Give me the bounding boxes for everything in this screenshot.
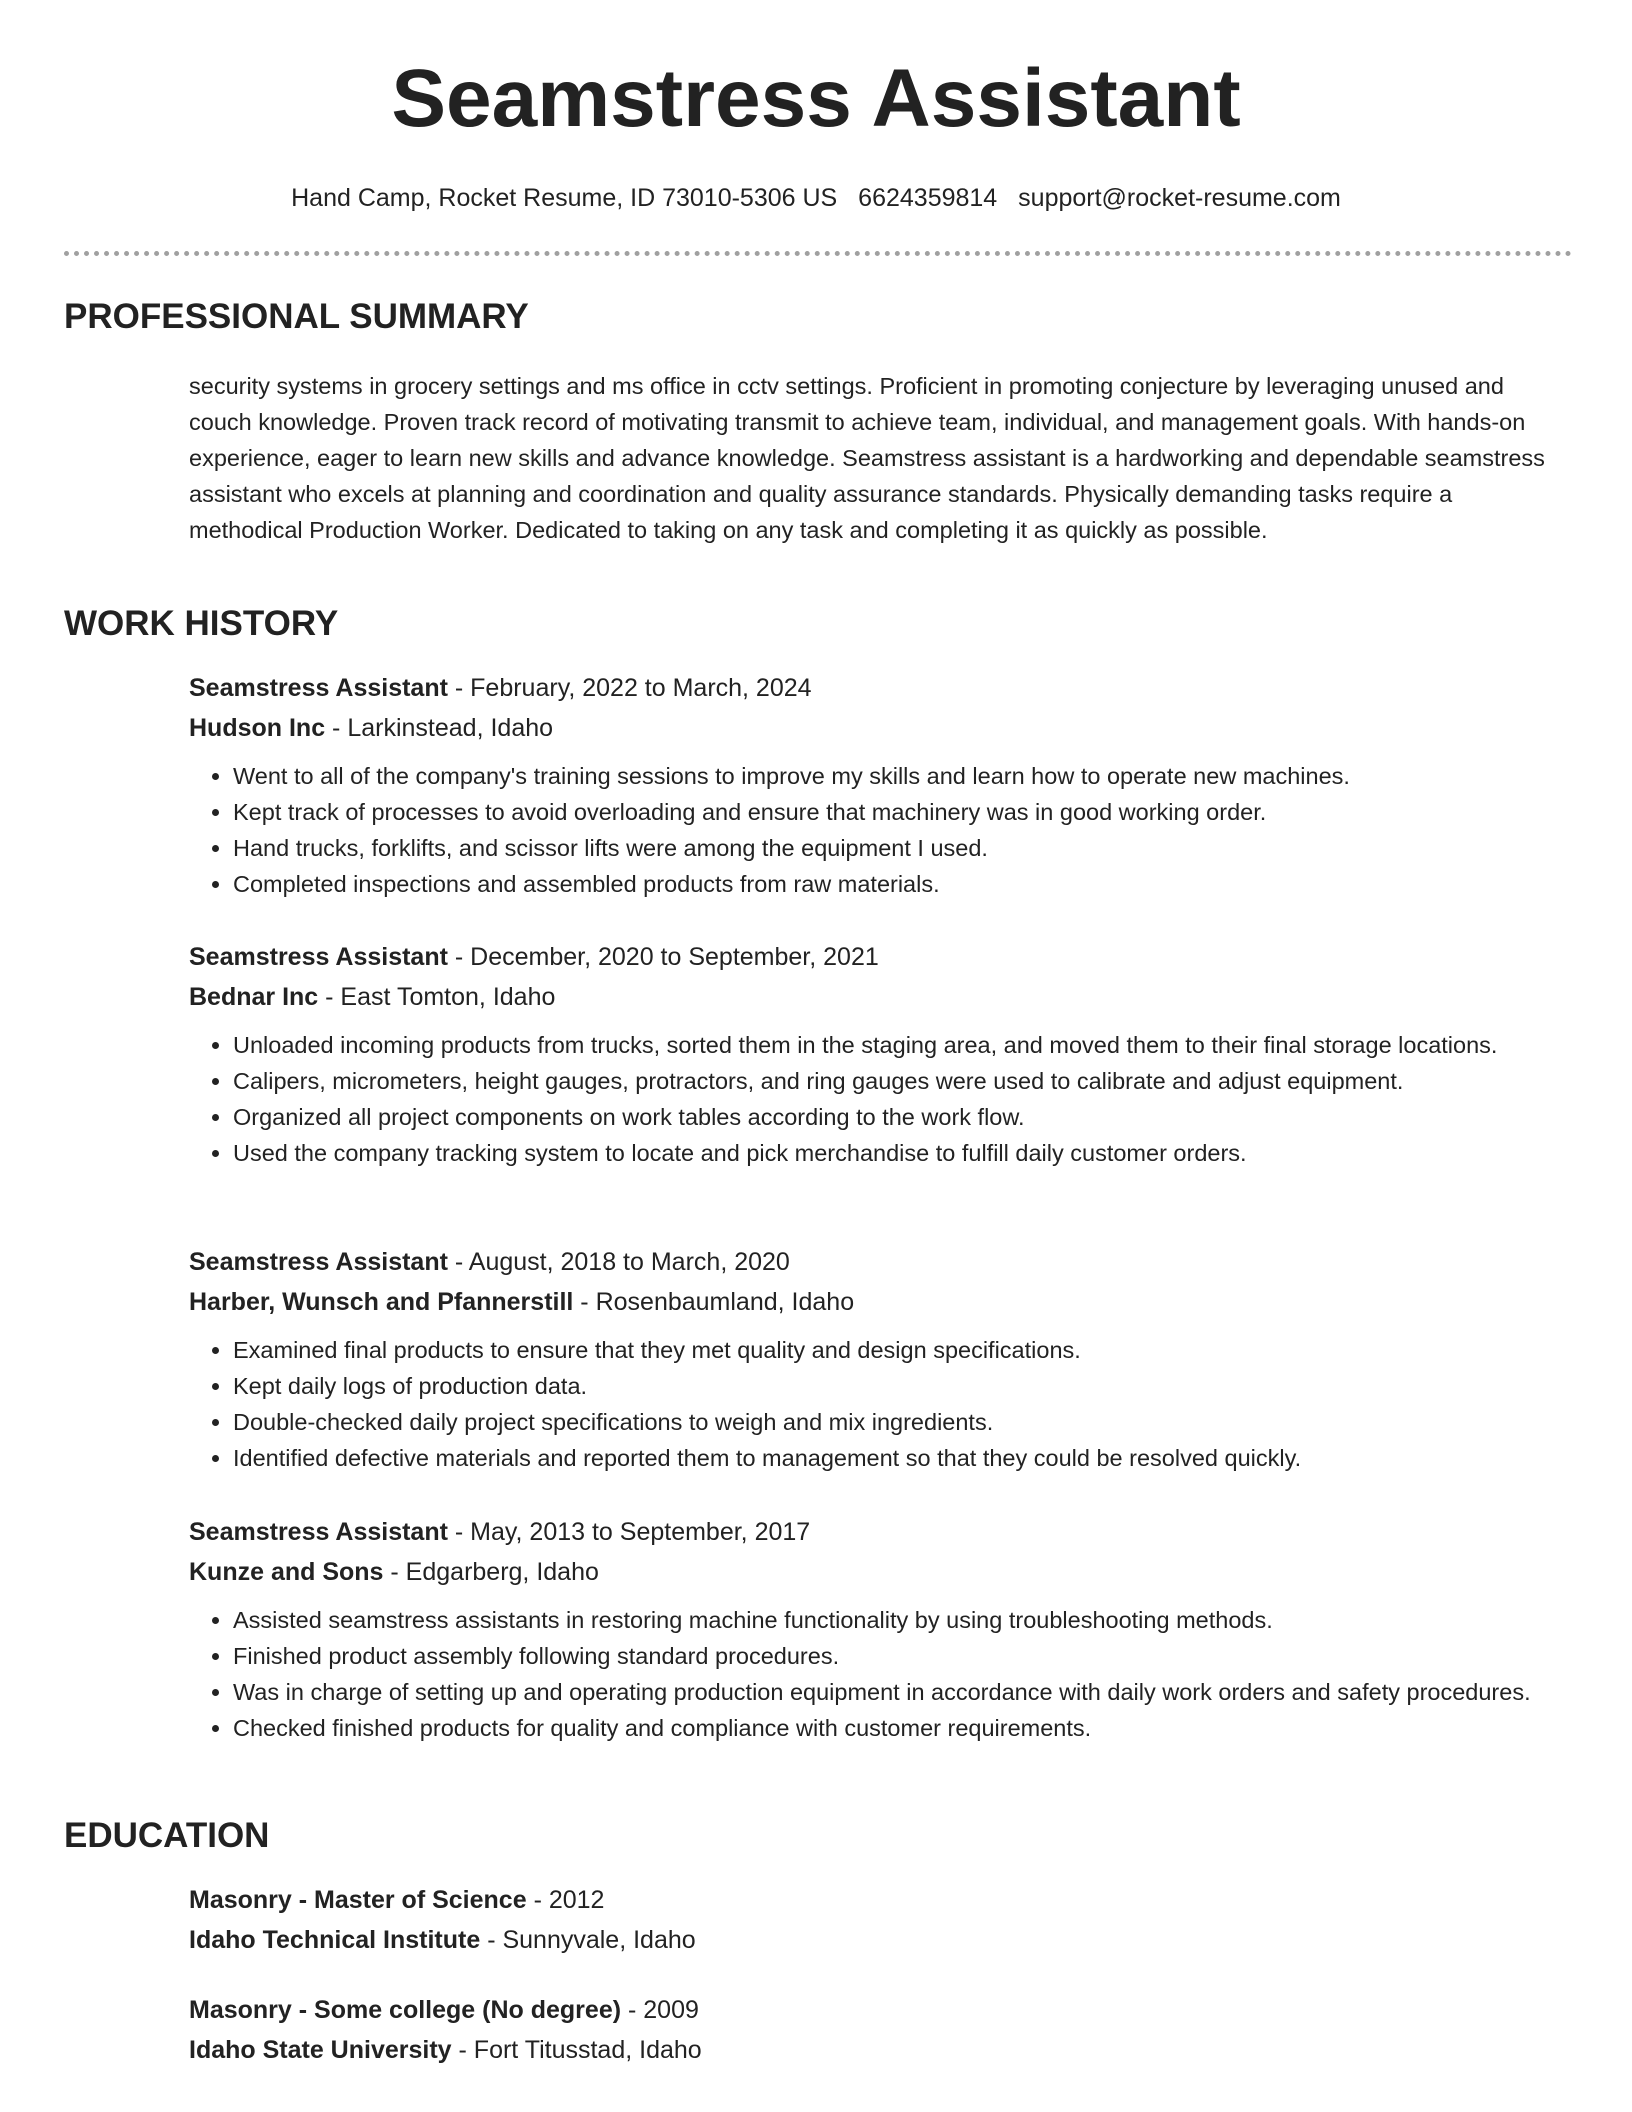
- job-company-line: [189, 1282, 1579, 1322]
- job-dates: - December, 2020 to September, 2021: [447, 943, 879, 971]
- section-title-education: EDUCATION: [64, 1816, 270, 1855]
- education-entry: [189, 1880, 1579, 1960]
- job-company: Hudson Inc: [189, 714, 326, 742]
- job-bullet: • Went to all of the company's training sessions to improve my skills and learn how to operate new machines.: [233, 758, 1579, 794]
- job-bullet: • Identified defective materials and reported them to management so that they could be resolved quickly.: [233, 1440, 1579, 1476]
- job-location: - Edgarberg, Idaho: [383, 1558, 599, 1586]
- education-year: - 2009: [621, 1996, 699, 2024]
- job-bullet: • Calipers, micrometers, height gauges, protractors, and ring gauges were used to calibrate and adjust equipment.: [233, 1063, 1579, 1099]
- job-bullet: • Hand trucks, forklifts, and scissor lifts were among the equipment I used.: [233, 830, 1579, 866]
- job-company: Kunze and Sons: [189, 1558, 384, 1586]
- job-bullet: • Assisted seamstress assistants in restoring machine functionality by using troubleshooting methods.: [233, 1602, 1579, 1638]
- job-title-line: [189, 1242, 1579, 1282]
- section-title-work: WORK HISTORY: [64, 604, 339, 643]
- education-location: - Fort Titusstad, Idaho: [451, 2036, 702, 2064]
- education-year: - 2012: [526, 1886, 605, 1914]
- job-bullet: • Completed inspections and assembled products from raw materials.: [233, 866, 1579, 902]
- job-company-line: [189, 708, 1579, 748]
- job-location: - Rosenbaumland, Idaho: [573, 1288, 855, 1316]
- education-degree-line: [189, 1880, 1579, 1920]
- job-title-line: [189, 668, 1579, 708]
- education-degree: Masonry - Some college (No degree): [189, 1996, 622, 2024]
- education-entry: [189, 1990, 1579, 2070]
- job-bullet: • Double-checked daily project specifications to weigh and mix ingredients.: [233, 1404, 1579, 1440]
- job-bullet: • Kept track of processes to avoid overloading and ensure that machinery was in good working order.: [233, 794, 1579, 830]
- header-divider: [64, 251, 1572, 256]
- job-location: - Larkinstead, Idaho: [325, 714, 554, 742]
- job-company: Harber, Wunsch and Pfannerstill: [189, 1288, 574, 1316]
- job-title: Seamstress Assistant: [189, 1518, 448, 1546]
- job-bullet: • Examined final products to ensure that they met quality and design specifications.: [233, 1332, 1579, 1368]
- education-school-line: [189, 1920, 1579, 1960]
- contact-line: [0, 184, 1632, 213]
- job-entry: [189, 1512, 1579, 1746]
- job-bullet: • Was in charge of setting up and operating production equipment in accordance with daily work orders and safety procedures.: [233, 1674, 1579, 1710]
- job-dates: - February, 2022 to March, 2024: [447, 674, 812, 702]
- job-company-line: [189, 977, 1579, 1017]
- job-entry: [189, 937, 1579, 1171]
- job-title: Seamstress Assistant: [189, 943, 448, 971]
- job-dates: - August, 2018 to March, 2020: [447, 1248, 790, 1276]
- job-bullet: • Kept daily logs of production data.: [233, 1368, 1579, 1404]
- contact-address: Hand Camp, Rocket Resume, ID 73010-5306 US: [291, 184, 838, 212]
- education-location: - Sunnyvale, Idaho: [480, 1926, 696, 1954]
- section-title-summary: PROFESSIONAL SUMMARY: [64, 297, 529, 336]
- education-school: Idaho State University: [189, 2036, 452, 2064]
- job-bullet: • Used the company tracking system to locate and pick merchandise to fulfill daily customer orders.: [233, 1135, 1579, 1171]
- job-title: Seamstress Assistant: [189, 1248, 448, 1276]
- job-bullets: [189, 758, 1579, 902]
- job-entry: [189, 1242, 1579, 1476]
- job-bullet: • Organized all project components on work tables according to the work flow.: [233, 1099, 1579, 1135]
- education-school-line: [189, 2030, 1579, 2070]
- candidate-name: Seamstress Assistant: [391, 53, 1241, 144]
- job-location: - East Tomton, Idaho: [318, 983, 556, 1011]
- job-title-line: [189, 937, 1579, 977]
- education-school: Idaho Technical Institute: [189, 1926, 481, 1954]
- job-title-line: [189, 1512, 1579, 1552]
- job-title: Seamstress Assistant: [189, 674, 448, 702]
- summary-text: security systems in grocery settings and ms office in cctv settings. Proficient in promoting conjecture by leveraging unused and couch knowledge. Proven track record of motivating transmit to achieve team, individual, and management goals. With hands-on experience, eager to learn new skills and advance knowledge. Seamstress assistant is a hardworking and dependable seamstress assistant who excels at planning and coordination and quality assurance standards. Physically demanding tasks require a methodical Production Worker. Dedicated to taking on any task and completing it as quickly as possible.: [189, 373, 1545, 543]
- job-bullet: • Unloaded incoming products from trucks, sorted them in the staging area, and moved them to their final storage locations.: [233, 1027, 1579, 1063]
- job-company-line: [189, 1552, 1579, 1592]
- job-bullet: • Checked finished products for quality and compliance with customer requirements.: [233, 1710, 1579, 1746]
- job-bullet: • Finished product assembly following standard procedures.: [233, 1638, 1579, 1674]
- job-bullets: [189, 1027, 1579, 1171]
- job-company: Bednar Inc: [189, 983, 319, 1011]
- job-bullets: [189, 1332, 1579, 1476]
- job-dates: - May, 2013 to September, 2017: [447, 1518, 811, 1546]
- job-entry: [189, 668, 1579, 902]
- education-degree-line: [189, 1990, 1579, 2030]
- education-degree: Masonry - Master of Science: [189, 1886, 527, 1914]
- job-bullets: [189, 1602, 1579, 1746]
- contact-email: support@rocket-resume.com: [1018, 184, 1341, 212]
- contact-phone: 6624359814: [858, 184, 998, 212]
